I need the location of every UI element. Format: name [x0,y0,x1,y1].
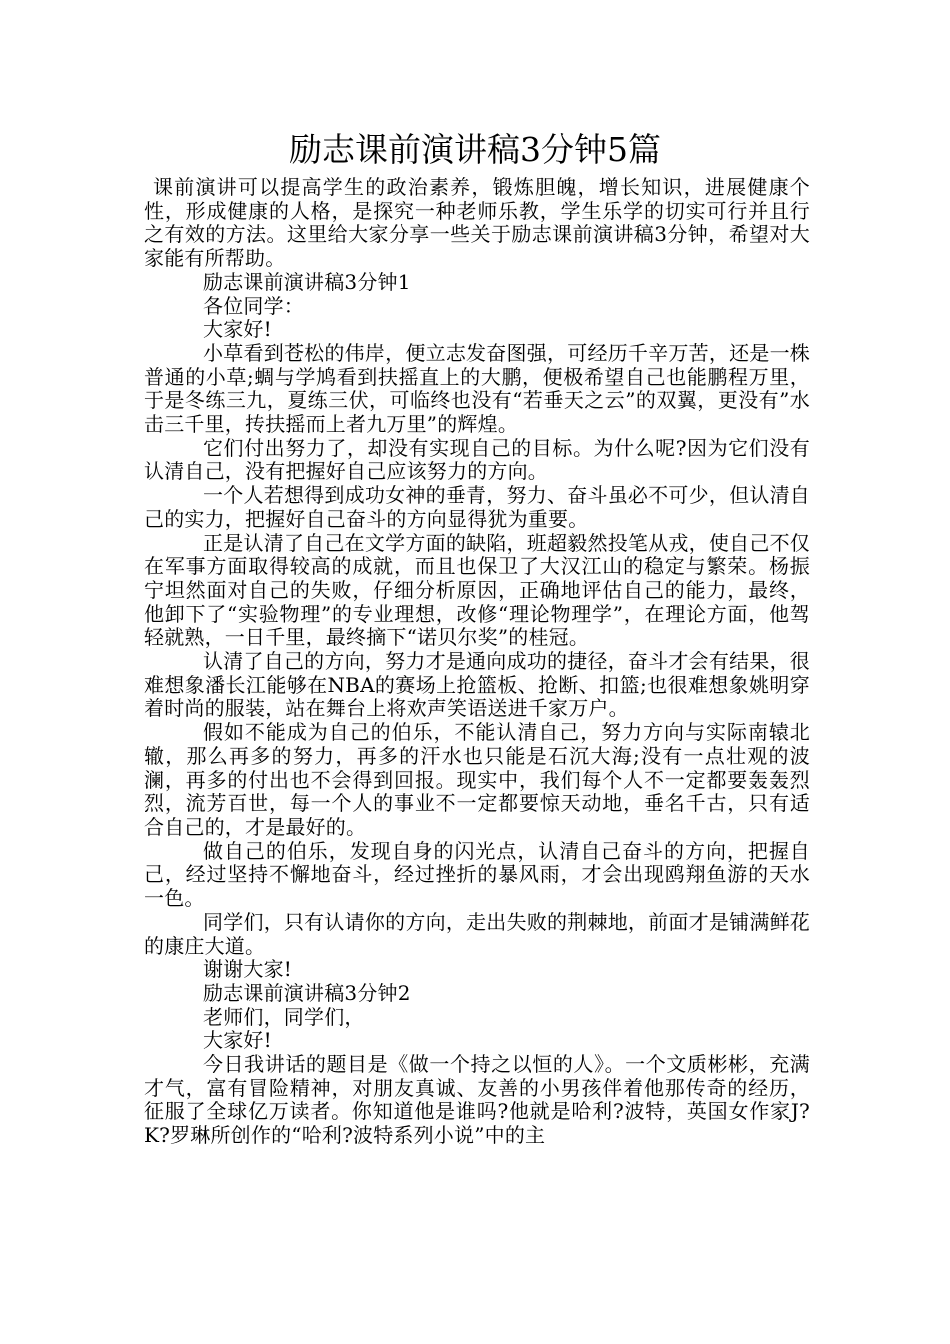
salutation: 各位同学： [203,293,304,318]
paragraph: 做自己的伯乐，发现自身的闪光点，认清自己奋斗的方向，把握自己，经过坚持不懈地奋斗，经过挫折的暴风雨，才会出现鸥翔鱼游的天水一色。 [144,838,810,911]
paragraph: 假如不能成为自己的伯乐，不能认清自己，努力方向与实际南辕北辙，那么再多的努力，再多的汗水也只能是石沉大海;没有一点壮观的波澜，再多的付出也不会得到回报。现实中，我们每个人不一定都要轰轰烈烈，流芳百世，每一个人的事业不一定都要惊天动地，垂名千古，只有适合自己的，才是最好的。 [144,720,810,839]
greeting: 大家好! [203,1028,272,1053]
document-body [144,176,810,1148]
section-heading-1: 励志课前演讲稿3分钟1 [203,269,411,294]
salutation: 老师们，同学们， [203,1004,365,1029]
paragraph: 正是认清了自己在文学方面的缺陷，班超毅然投笔从戎，使自己不仅在军事方面取得较高的成就，而且也保卫了大汉江山的稳定与繁荣。杨振宁坦然面对自己的失败，仔细分析原因，正确地评估自己的能力，最终，他卸下了“实验物理”的专业理想，改修“理论物理学”，在理论方面，他驾轻就熟，一日千里，最终摘下“诺贝尔奖”的桂冠。 [144,530,810,650]
paragraph: 认清了自己的方向，努力才是通向成功的捷径，奋斗才会有结果，很难想象潘长江能够在NBA的赛场上抢篮板、抢断、扣篮;也很难想象姚明穿着时尚的服装，站在舞台上将欢声笑语送进千家万户。 [144,649,810,721]
paragraph: 同学们，只有认请你的方向，走出失败的荆棘地，前面才是铺满鲜花的康庄大道。 [144,909,810,958]
section-heading-2: 励志课前演讲稿3分钟2 [203,980,411,1005]
paragraph: 今日我讲话的题目是《做一个持之以恒的人》。一个文质彬彬，充满才气，富有冒险精神，对朋友真诚、友善的小男孩伴着他那传奇的经历，征服了全球亿万读者。你知道他是谁吗?他就是哈利?波特，英国女作家J?K?罗琳所创作的“哈利?波特系列小说”中的主 [144,1052,810,1148]
closing: 谢谢大家! [203,957,293,982]
document-title: 励志课前演讲稿3分钟5篇 [289,130,661,169]
paragraph: 小草看到苍松的伟岸，便立志发奋图强，可经历千辛万苦，还是一株普通的小草;蜩与学鸠看到扶摇直上的大鹏，便极希望自己也能鹏程万里，于是冬练三九，夏练三伏，可临终也没有“若垂天之云”的双翼，更没有”水击三千里，抟扶摇而上者九万里”的辉煌。 [144,340,810,437]
paragraph: 一个人若想得到成功女神的垂青，努力、奋斗虽必不可少，但认清自己的实力，把握好自己奋斗的方向显得犹为重要。 [144,483,810,531]
intro-paragraph: 课前演讲可以提高学生的政治素养，锻炼胆魄，增长知识，进展健康个性，形成健康的人格，是探究一种老师乐教，学生乐学的切实可行并且行之有效的方法。这里给大家分享一些关于励志课前演讲稿3分钟，希望对大家能有所帮助。 [144,175,810,271]
paragraph: 它们付出努力了，却没有实现自己的目标。为什么呢?因为它们没有认清自己，没有把握好自己应该努力的方向。 [144,435,810,484]
greeting: 大家好! [203,317,272,342]
